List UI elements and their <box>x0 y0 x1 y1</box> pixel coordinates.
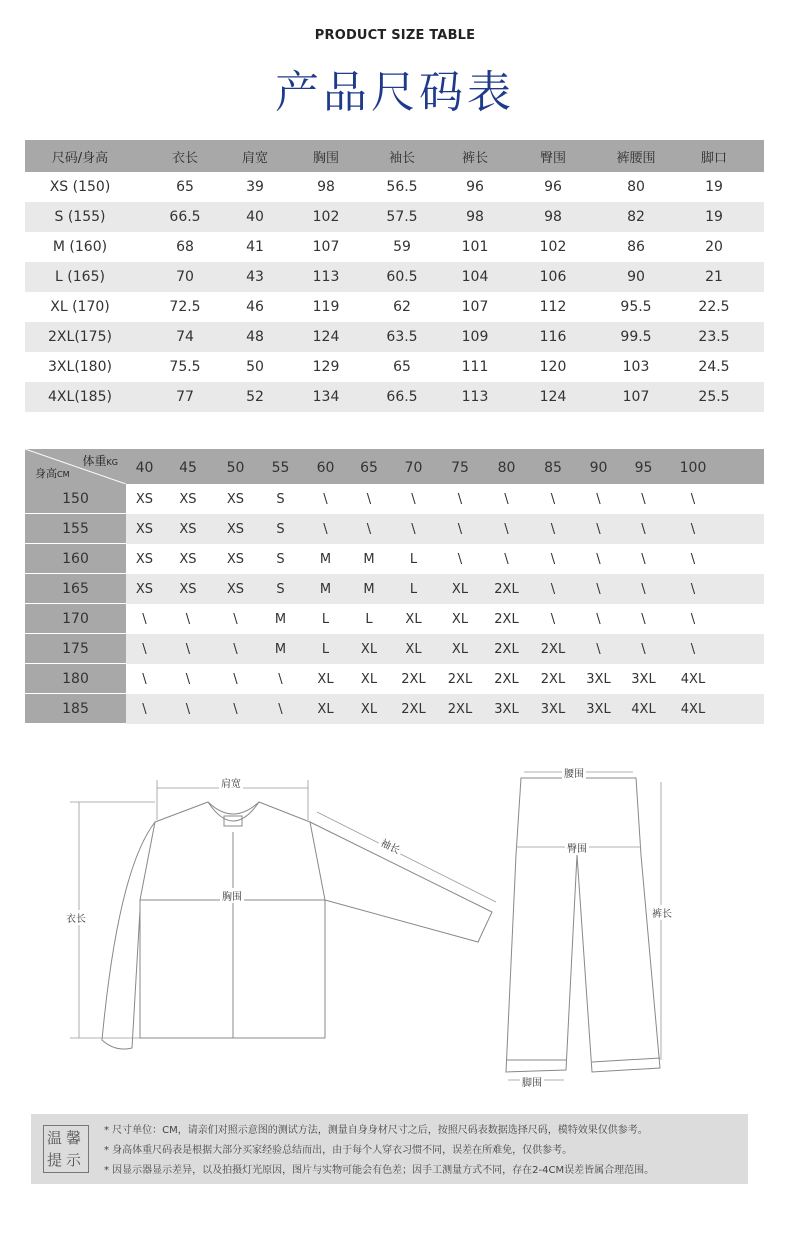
height-header-cell: 165 <box>25 574 126 604</box>
size-recommendation-cell: S <box>276 581 285 597</box>
height-header-cell: 175 <box>25 634 126 664</box>
size-recommendation-cell: 2XL <box>447 671 473 687</box>
weight-header-cell: 45 <box>179 460 197 476</box>
size-recommendation-cell: XS <box>135 551 154 567</box>
size-value-cell: 56.5 <box>386 179 418 195</box>
size-value-cell: 72.5 <box>169 299 201 315</box>
size-recommendation-cell: \ <box>504 491 509 507</box>
size-recommendation-cell: \ <box>641 491 646 507</box>
weight-table-row <box>25 574 764 604</box>
height-header-cell: 155 <box>25 514 126 544</box>
size-label-cell: 3XL(180) <box>48 359 112 375</box>
size-label-cell: 4XL(185) <box>48 389 112 405</box>
weight-header-cell: 60 <box>316 460 335 476</box>
size-table-row <box>25 382 764 412</box>
weight-header-cell: 95 <box>634 460 653 476</box>
size-value-cell: 103 <box>622 359 650 375</box>
size-value-cell: 60.5 <box>386 269 418 285</box>
size-table-row <box>25 352 764 382</box>
size-value-cell: 112 <box>539 299 567 315</box>
table-corner-cell <box>25 449 126 484</box>
size-recommendation-cell: M <box>363 581 375 597</box>
size-recommendation-cell: \ <box>550 611 556 627</box>
size-recommendation-cell: 4XL <box>680 701 706 717</box>
height-header-cell: 150 <box>25 484 126 514</box>
size-recommendation-cell: \ <box>690 641 696 657</box>
size-recommendation-cell: \ <box>596 551 601 567</box>
weight-height-table <box>25 449 764 724</box>
size-recommendation-cell: \ <box>690 581 696 597</box>
size-recommendation-cell: 4XL <box>631 701 656 717</box>
size-recommendation-cell: L <box>409 551 418 567</box>
size-value-cell: 113 <box>461 389 489 405</box>
weight-header-cell: 85 <box>544 460 562 476</box>
height-header-cell: 160 <box>25 544 126 574</box>
size-value-cell: 116 <box>539 329 567 345</box>
sleeve-label: 袖长 <box>377 833 405 857</box>
size-recommendation-cell: \ <box>323 521 328 537</box>
size-recommendation-cell: \ <box>233 641 238 657</box>
size-header-cell: 衣长 <box>171 150 198 166</box>
size-value-cell: 109 <box>461 329 489 345</box>
size-value-cell: 19 <box>705 179 723 195</box>
size-table-row <box>25 232 764 262</box>
size-value-cell: 24.5 <box>698 359 730 375</box>
size-recommendation-cell: XL <box>451 611 469 627</box>
size-table-row <box>25 262 764 292</box>
size-recommendation-cell: \ <box>596 611 601 627</box>
size-recommendation-cell: S <box>276 521 285 537</box>
size-recommendation-cell: \ <box>185 641 191 657</box>
size-recommendation-cell: \ <box>142 671 147 687</box>
size-recommendation-cell: \ <box>550 581 556 597</box>
size-recommendation-cell: XL <box>360 671 378 687</box>
size-label-cell: XS (150) <box>49 179 111 195</box>
size-recommendation-cell: S <box>276 491 285 507</box>
size-value-cell: 98 <box>544 209 562 225</box>
page-subtitle: PRODUCT SIZE TABLE <box>314 28 476 43</box>
weight-header-cell: 50 <box>226 460 245 476</box>
size-value-cell: 75.5 <box>169 359 201 375</box>
size-recommendation-cell: 3XL <box>586 701 611 717</box>
size-recommendation-cell: L <box>321 611 330 627</box>
size-recommendation-cell: \ <box>366 521 372 537</box>
size-header-cell: 裤长 <box>461 150 488 166</box>
weight-table-header <box>25 449 764 484</box>
weight-table-row <box>25 484 764 514</box>
size-value-cell: 57.5 <box>386 209 418 225</box>
size-table-row <box>25 292 764 322</box>
size-header-cell: 裤腰围 <box>616 150 656 166</box>
size-recommendation-cell: XS <box>179 491 197 507</box>
hip-label: 臀围 <box>565 840 589 855</box>
size-recommendation-cell: \ <box>142 641 147 657</box>
size-recommendation-cell: XS <box>179 551 197 567</box>
size-value-cell: 50 <box>246 359 264 375</box>
weight-table-row <box>25 604 764 634</box>
size-recommendation-cell: \ <box>457 521 463 537</box>
size-value-cell: 119 <box>312 299 340 315</box>
length-label: 衣长 <box>64 910 88 925</box>
size-value-cell: 107 <box>312 239 340 255</box>
height-header-cell: 170 <box>25 604 126 634</box>
size-recommendation-cell: XL <box>451 641 469 657</box>
size-table <box>25 140 764 412</box>
size-value-cell: 101 <box>461 239 489 255</box>
size-value-cell: 113 <box>312 269 340 285</box>
size-recommendation-cell: \ <box>278 701 283 717</box>
size-recommendation-cell: XS <box>135 521 154 537</box>
pants-length-label: 裤长 <box>650 905 674 920</box>
size-value-cell: 124 <box>539 389 567 405</box>
size-value-cell: 66.5 <box>169 209 201 225</box>
size-recommendation-cell: 2XL <box>494 581 519 597</box>
size-table-row <box>25 202 764 232</box>
size-value-cell: 43 <box>246 269 264 285</box>
size-label-cell: 2XL(175) <box>48 329 112 345</box>
size-recommendation-cell: XS <box>135 491 154 507</box>
size-header-cell: 脚口 <box>700 150 727 166</box>
weight-table-row <box>25 634 764 664</box>
size-value-cell: 70 <box>176 269 194 285</box>
size-recommendation-cell: \ <box>690 491 696 507</box>
size-label-cell: S (155) <box>54 209 106 225</box>
size-value-cell: 82 <box>627 209 645 225</box>
size-recommendation-cell: XL <box>360 641 378 657</box>
size-recommendation-cell: \ <box>366 491 372 507</box>
size-recommendation-cell: \ <box>641 641 646 657</box>
size-value-cell: 86 <box>627 239 645 255</box>
size-recommendation-cell: XS <box>179 581 197 597</box>
height-header-cell: 180 <box>25 664 126 694</box>
size-recommendation-cell: \ <box>504 551 509 567</box>
size-value-cell: 104 <box>461 269 489 285</box>
size-recommendation-cell: XS <box>179 521 197 537</box>
size-recommendation-cell: \ <box>504 521 509 537</box>
size-recommendation-cell: M <box>319 551 332 567</box>
weight-header-cell: 70 <box>404 460 423 476</box>
size-value-cell: 59 <box>393 239 411 255</box>
size-recommendation-cell: \ <box>457 551 463 567</box>
size-value-cell: 62 <box>393 299 411 315</box>
size-recommendation-cell: \ <box>142 611 147 627</box>
corner-weight-unit: KG <box>106 458 118 467</box>
size-recommendation-cell: \ <box>185 671 191 687</box>
size-recommendation-cell: XL <box>405 641 422 657</box>
size-table-row <box>25 172 764 202</box>
size-value-cell: 99.5 <box>620 329 652 345</box>
notice-line: * 尺寸单位：CM，请亲们对照示意图的测试方法，测量自身身材尺寸之后，按照尺码表数据选择尺码，模特效果仅供参考。 <box>104 1125 648 1136</box>
corner-height-label <box>35 465 70 481</box>
size-recommendation-cell: \ <box>596 491 601 507</box>
size-value-cell: 52 <box>246 389 264 405</box>
size-header-cell: 臀围 <box>539 150 566 166</box>
size-value-cell: 66.5 <box>386 389 418 405</box>
size-value-cell: 41 <box>246 239 264 255</box>
size-table-row <box>25 322 764 352</box>
size-label-cell: M (160) <box>52 239 108 255</box>
size-table-header <box>25 140 764 172</box>
size-recommendation-cell: M <box>319 581 332 597</box>
size-value-cell: 19 <box>705 209 723 225</box>
height-header-cell: 185 <box>25 694 126 724</box>
size-value-cell: 120 <box>539 359 567 375</box>
page-title: 产品尺码表 <box>275 67 515 118</box>
weight-header-row <box>126 449 720 484</box>
size-recommendation-cell: \ <box>411 521 416 537</box>
size-recommendation-cell: 2XL <box>494 611 519 627</box>
size-recommendation-cell: \ <box>641 521 646 537</box>
size-recommendation-cell: 2XL <box>494 671 519 687</box>
hem-label: 脚围 <box>520 1074 544 1089</box>
size-recommendation-cell: XL <box>451 581 469 597</box>
size-recommendation-cell: \ <box>690 611 696 627</box>
size-recommendation-cell: \ <box>233 611 238 627</box>
size-recommendation-cell: 3XL <box>540 701 566 717</box>
size-value-cell: 25.5 <box>698 389 730 405</box>
size-recommendation-cell: \ <box>142 701 147 717</box>
size-recommendation-cell: \ <box>550 551 556 567</box>
size-recommendation-cell: \ <box>550 491 556 507</box>
weight-header-cell: 80 <box>497 460 516 476</box>
size-recommendation-cell: 3XL <box>631 671 656 687</box>
corner-weight-text: 体重 <box>82 454 107 468</box>
size-label-cell: L (165) <box>55 269 105 285</box>
size-value-cell: 39 <box>246 179 264 195</box>
size-value-cell: 63.5 <box>386 329 418 345</box>
size-recommendation-cell: XS <box>226 581 245 597</box>
size-recommendation-cell: \ <box>233 701 238 717</box>
size-recommendation-cell: \ <box>596 641 601 657</box>
size-header-cell: 袖长 <box>388 150 415 166</box>
size-value-cell: 102 <box>312 209 340 225</box>
size-value-cell: 96 <box>466 179 484 195</box>
waist-label: 腰围 <box>562 765 586 780</box>
notice-tag-line: 提示 <box>46 1151 85 1169</box>
size-recommendation-cell: \ <box>185 701 191 717</box>
size-recommendation-cell: M <box>363 551 375 567</box>
size-value-cell: 22.5 <box>698 299 730 315</box>
size-recommendation-cell: \ <box>233 671 238 687</box>
size-value-cell: 111 <box>461 359 489 375</box>
size-recommendation-cell: L <box>365 611 373 627</box>
size-value-cell: 40 <box>246 209 264 225</box>
size-recommendation-cell: \ <box>411 491 416 507</box>
garment-illustration <box>0 760 790 1100</box>
size-recommendation-cell: 3XL <box>494 701 519 717</box>
size-value-cell: 21 <box>705 269 723 285</box>
size-recommendation-cell: S <box>276 551 285 567</box>
size-value-cell: 20 <box>705 239 723 255</box>
size-recommendation-cell: \ <box>690 551 696 567</box>
size-value-cell: 90 <box>627 269 645 285</box>
size-header-cell: 尺码/身高 <box>51 150 109 166</box>
size-value-cell: 98 <box>317 179 335 195</box>
size-value-cell: 106 <box>539 269 567 285</box>
size-recommendation-cell: \ <box>278 671 283 687</box>
size-value-cell: 74 <box>176 329 194 345</box>
size-recommendation-cell: XS <box>226 491 245 507</box>
notice-tag-line: 温馨 <box>46 1129 85 1147</box>
size-recommendation-cell: \ <box>323 491 328 507</box>
size-recommendation-cell: 2XL <box>540 671 566 687</box>
weight-table-row <box>25 544 764 574</box>
size-recommendation-cell: 2XL <box>447 701 473 717</box>
size-label-cell: XL (170) <box>50 299 110 315</box>
size-recommendation-cell: 3XL <box>586 671 611 687</box>
notice-lines <box>104 1121 654 1181</box>
weight-table-row <box>25 664 764 694</box>
size-recommendation-cell: XL <box>317 671 334 687</box>
weight-header-cell: 100 <box>679 460 707 476</box>
size-value-cell: 107 <box>622 389 650 405</box>
size-recommendation-cell: M <box>274 611 287 627</box>
size-header-cell: 肩宽 <box>241 150 268 166</box>
size-recommendation-cell: 2XL <box>401 671 426 687</box>
corner-height-text: 身高 <box>35 467 57 480</box>
size-header-cell: 胸围 <box>312 150 339 166</box>
weight-table-row <box>25 694 764 724</box>
size-recommendation-cell: 2XL <box>401 701 426 717</box>
weight-table-row <box>25 514 764 544</box>
weight-header-cell: 90 <box>589 460 608 476</box>
size-recommendation-cell: \ <box>690 521 696 537</box>
size-recommendation-cell: XL <box>360 701 378 717</box>
notice-box <box>31 1114 748 1184</box>
size-value-cell: 65 <box>176 179 194 195</box>
size-recommendation-cell: L <box>321 641 330 657</box>
size-recommendation-cell: \ <box>641 611 646 627</box>
size-recommendation-cell: XS <box>226 551 245 567</box>
chest-label: 胸围 <box>220 888 244 903</box>
size-recommendation-cell: XS <box>135 581 154 597</box>
size-recommendation-cell: \ <box>550 521 556 537</box>
size-value-cell: 102 <box>539 239 567 255</box>
size-value-cell: 65 <box>393 359 411 375</box>
size-recommendation-cell: XL <box>405 611 422 627</box>
weight-table-body <box>25 484 764 724</box>
size-value-cell: 77 <box>176 389 194 405</box>
size-recommendation-cell: \ <box>596 521 601 537</box>
shoulder-label: 肩宽 <box>219 775 243 790</box>
size-value-cell: 95.5 <box>620 299 652 315</box>
size-value-cell: 98 <box>466 209 484 225</box>
notice-line: * 因显示器显示差异，以及拍摄灯光原因，图片与实物可能会有色差；因手工测量方式不同，存在2-4CM误差皆属合理范围。 <box>104 1165 655 1176</box>
size-recommendation-cell: XS <box>226 521 245 537</box>
size-recommendation-cell: \ <box>185 611 191 627</box>
size-recommendation-cell: M <box>274 641 287 657</box>
size-value-cell: 124 <box>312 329 340 345</box>
corner-height-unit: CM <box>57 470 70 479</box>
size-value-cell: 48 <box>246 329 264 345</box>
size-recommendation-cell: \ <box>457 491 463 507</box>
size-recommendation-cell: \ <box>641 581 646 597</box>
size-value-cell: 96 <box>544 179 562 195</box>
notice-line: * 身高体重尺码表是根据大部分买家经验总结而出，由于每个人穿衣习惯不同，误差在所难免，仅供参考。 <box>104 1145 573 1156</box>
size-value-cell: 134 <box>312 389 340 405</box>
size-table-body <box>25 172 764 412</box>
measurement-diagram <box>0 760 790 1100</box>
size-recommendation-cell: L <box>409 581 418 597</box>
size-value-cell: 80 <box>627 179 645 195</box>
notice-tag <box>43 1125 89 1173</box>
size-recommendation-cell: XL <box>317 701 334 717</box>
size-value-cell: 129 <box>312 359 340 375</box>
size-recommendation-cell: \ <box>641 551 646 567</box>
size-recommendation-cell: 4XL <box>680 671 706 687</box>
weight-header-cell: 55 <box>271 460 290 476</box>
size-recommendation-cell: 2XL <box>540 641 566 657</box>
weight-header-cell: 40 <box>135 460 154 476</box>
size-recommendation-cell: \ <box>596 581 601 597</box>
corner-weight-label <box>83 452 118 469</box>
size-value-cell: 46 <box>246 299 264 315</box>
weight-header-cell: 65 <box>360 460 378 476</box>
size-value-cell: 68 <box>176 239 194 255</box>
size-value-cell: 107 <box>461 299 489 315</box>
size-value-cell: 23.5 <box>698 329 730 345</box>
weight-header-cell: 75 <box>451 460 469 476</box>
size-recommendation-cell: 2XL <box>494 641 519 657</box>
